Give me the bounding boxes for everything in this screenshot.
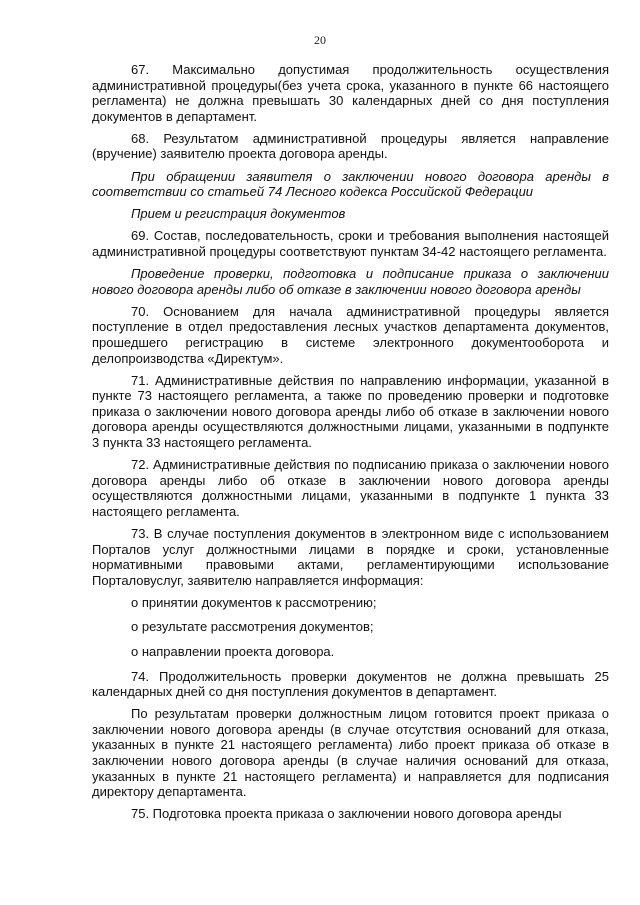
subsection-heading-verification: Проведение проверки, подготовка и подписание приказа о заключении нового договора аренды либо об отказе в заключении нового договора аренды xyxy=(92,266,609,297)
paragraph-69: 69. Состав, последовательность, сроки и требования выполнения настоящей административной процедуры соответствуют пунктам 34-42 настоящего регламента. xyxy=(92,228,609,259)
paragraph-73: 73. В случае поступления документов в электронном виде с использованием Порталов услуг должностными лицами в порядке и сроки, установленные нормативными правовыми актами, регламентирующими использование Порталовуслуг, заявителю направляется информация: xyxy=(92,525,609,588)
paragraph-75: 75. Подготовка проекта приказа о заключении нового договора аренды xyxy=(131,806,562,822)
paragraph-67: 67. Максимально допустимая продолжительность осуществления административной процедуры(без учета срока, указанного в пункте 66 настоящего регламента) не должна превышать 30 календарных дней со дня поступления документов в департамент. xyxy=(92,62,609,124)
page-number: 20 xyxy=(314,33,326,47)
list-item-result: о результате рассмотрения документов; xyxy=(131,619,374,635)
document-body xyxy=(92,62,609,828)
paragraph-70: 70. Основанием для начала административной процедуры является поступление в отдел предоставления лесных участков департамента документов, прошедшего регистрацию в системе электронного документооборота и делопроизводства «Директум». xyxy=(92,303,609,366)
section-heading-new-lease: При обращении заявителя о заключении нового договора аренды в соответствии со статьей 74 Лесного кодекса Российской Федерации xyxy=(92,168,609,200)
paragraph-74-continued: По результатам проверки должностным лицом готовится проект приказа о заключении нового договора аренды (в случае отсутствия оснований для отказа, указанных в пункте 21 настоящего регламента) либо проект приказа об отказе в заключении нового договора аренды (в случае наличия оснований для отказа, указанных в пункте 21 настоящего регламента) и направляется для подписания директору департамента. xyxy=(92,706,609,800)
paragraph-71: 71. Административные действия по направлению информации, указанной в пункте 73 настоящего регламента, а также по проведению проверки и подготовке приказа о заключении нового договора аренды либо об отказе в заключении нового договора аренды осуществляются должностными лицами, указанными в подпункте 3 пункта 33 настоящего регламента. xyxy=(92,372,609,450)
paragraph-68: 68. Результатом административной процедуры является направление (вручение) заявителю проекта договора аренды. xyxy=(92,130,609,162)
paragraph-72: 72. Административные действия по подписанию приказа о заключении нового договора аренды либо об отказе в заключении нового договора аренды осуществляются должностными лицами, указанными в подпункте 1 пункта 33 настоящего регламента. xyxy=(92,457,609,519)
list-item-draft-sent: о направлении проекта договора. xyxy=(131,644,335,659)
list-item-acceptance: о принятии документов к рассмотрению; xyxy=(131,594,377,610)
subsection-heading-reception: Прием и регистрация документов xyxy=(131,206,346,222)
paragraph-74: 74. Продолжительность проверки документов не должна превышать 25 календарных дней со дня поступления документов в департамент. xyxy=(92,668,609,700)
